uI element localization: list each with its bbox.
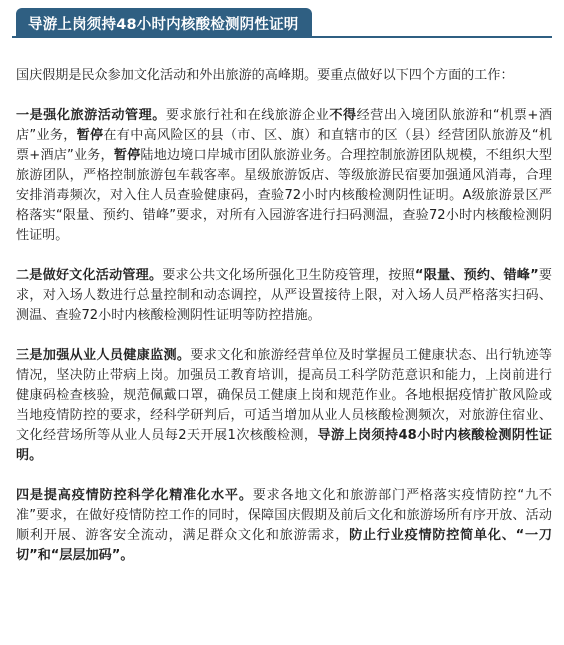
intro-paragraph: 国庆假期是民众参加文化活动和外出旅游的高峰期。要重点做好以下四个方面的工作：: [16, 68, 514, 83]
text-segment: 要求文化和旅游经营单位及时掌握员工健康状态、出行轨迹等情况，坚决防止带病上岗。加强员工教育培训，提高员工科学防范意识和能力，上岗前进行健康码检查核验，规范佩戴口罩，确保员工健康上岗和规范作业。各地根据疫情扩散风险或当地疫情防控的要求，经科学研判后，可适当增加从业人员核酸检测频次，对旅游住宿业、文化经营场所等从业人员每2天开展1次核酸检测，: [16, 348, 553, 443]
text-segment: 要求公共文化场所强化卫生防疫管理，按照: [162, 268, 415, 283]
paragraph-1: [16, 106, 552, 246]
text-segment: 陆地边境口岸城市团队旅游业务。合理控制旅游团队规模，不组织大型旅游团队，严格控制旅游包车载客率。星级旅游饭店、等级旅游民宿要加强通风消毒，合理安排消毒频次，对入住人员查验健康码，查验72小时内核酸检测阴性证明。A级旅游景区严格落实“限量、预约、错峰”要求，对所有入园游客进行扫码测温，查验72小时内核酸检测阴性证明。: [16, 148, 553, 243]
bold-text-segment: 三是加强从业人员健康监测。: [16, 348, 191, 363]
article-body: [16, 66, 552, 586]
bold-text-segment: 暂停: [113, 148, 141, 163]
text-segment: 在有中高风险区的县（市、区、旗）和直辖市的区（县）经营团队旅游及“机票+酒店”业务，: [16, 128, 552, 163]
bold-text-segment: 暂停: [76, 128, 104, 143]
text-segment: 要求，对入场人数进行总量控制和动态调控，从严设置接待上限，对入场人员严格落实扫码、测温、查验72小时内核酸检测阴性证明等防控措施。: [16, 268, 552, 323]
bold-text-segment: 一是强化旅游活动管理。: [16, 108, 166, 123]
text-segment: 经营出入境团队旅游和“机票+酒店”业务，: [16, 108, 553, 143]
paragraph-2: [16, 266, 552, 326]
bold-text-segment: 二是做好文化活动管理。: [16, 268, 163, 283]
text-segment: 要求旅行社和在线旅游企业: [165, 108, 330, 123]
bold-text-segment: 导游上岗须持48小时内核酸检测阴性证明。: [16, 428, 552, 463]
section-header: [12, 8, 552, 38]
bold-text-segment: “限量、预约、错峰”: [414, 268, 539, 283]
text-segment: 要求各地文化和旅游部门严格落实疫情防控“九不准”要求，在做好疫情防控工作的同时，保障国庆假期及前后文化和旅游场所有序开放、活动顺利开展、游客安全流动，满足群众文化和旅游需求，: [16, 488, 552, 543]
bold-text-segment: 不得: [329, 108, 357, 123]
header-title: 导游上岗须持48小时内核酸检测阴性证明: [28, 16, 299, 33]
paragraph-4: [16, 486, 552, 566]
bold-text-segment: 四是提高疫情防控科学化精准化水平。: [16, 488, 253, 503]
header-tab: [16, 8, 312, 38]
bold-text-segment: 防止行业疫情防控简单化、“一刀切”和“层层加码”。: [16, 528, 553, 563]
paragraph-3: [16, 346, 552, 466]
